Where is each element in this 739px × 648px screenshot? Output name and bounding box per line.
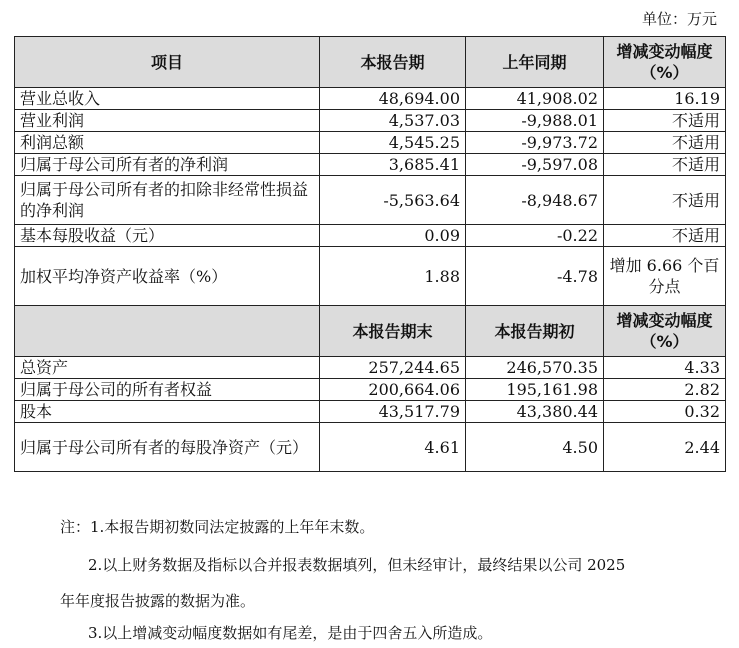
row-name: 营业总收入 [15,88,320,110]
row-current: 3,685.41 [320,154,466,176]
row-previous: 43,380.44 [466,401,604,423]
row-name: 归属于母公司所有者的每股净资产（元） [15,423,320,472]
row-change: 增加 6.66 个百分点 [604,247,726,306]
table-row [15,247,726,306]
row-change: 16.19 [604,88,726,110]
row-change: 不适用 [604,110,726,132]
table-row [15,110,726,132]
row-previous: 246,570.35 [466,357,604,379]
row-current: 257,244.65 [320,357,466,379]
row-name: 营业利润 [15,110,320,132]
row-previous: -9,988.01 [466,110,604,132]
header-period-end: 本报告期末 [320,306,466,357]
row-change: 不适用 [604,132,726,154]
row-current: 43,517.79 [320,401,466,423]
row-change: 0.32 [604,401,726,423]
row-current: 4.61 [320,423,466,472]
table-row [15,132,726,154]
row-name: 基本每股收益（元） [15,225,320,247]
header-period-start: 本报告期初 [466,306,604,357]
row-current: 200,664.06 [320,379,466,401]
row-previous: -9,973.72 [466,132,604,154]
financial-summary-table [14,36,726,472]
row-previous: 4.50 [466,423,604,472]
row-previous: 195,161.98 [466,379,604,401]
row-name: 归属于母公司所有者的净利润 [15,154,320,176]
unit-label: 单位：万元 [641,10,717,28]
header-change: 增减变动幅度（%） [604,37,726,88]
row-previous: -0.22 [466,225,604,247]
table-row [15,176,726,225]
table-row [15,379,726,401]
table-row [15,401,726,423]
row-current: -5,563.64 [320,176,466,225]
table-row [15,423,726,472]
header-item-blank [15,306,320,357]
note-3: 3.以上增减变动幅度数据如有尾差，是由于四舍五入所造成。 [88,624,493,642]
row-change: 不适用 [604,176,726,225]
row-previous: -4.78 [466,247,604,306]
row-previous: 41,908.02 [466,88,604,110]
table-row [15,357,726,379]
table-subheader-row [15,306,726,357]
table-row [15,225,726,247]
row-name: 归属于母公司的所有者权益 [15,379,320,401]
row-change: 4.33 [604,357,726,379]
row-name: 股本 [15,401,320,423]
row-name: 归属于母公司所有者的扣除非经常性损益的净利润 [15,176,320,225]
row-change: 2.44 [604,423,726,472]
header-previous-period: 上年同期 [466,37,604,88]
row-previous: -9,597.08 [466,154,604,176]
row-name: 加权平均净资产收益率（%） [15,247,320,306]
note-2-line-1: 2.以上财务数据及指标以合并报表数据填列，但未经审计，最终结果以公司 2025 [88,556,626,574]
row-change: 不适用 [604,154,726,176]
note-1: 注：1.本报告期初数同法定披露的上年年末数。 [60,518,375,536]
row-current: 1.88 [320,247,466,306]
row-current: 4,537.03 [320,110,466,132]
row-name: 利润总额 [15,132,320,154]
header-change: 增减变动幅度（%） [604,306,726,357]
row-name: 总资产 [15,357,320,379]
row-current: 0.09 [320,225,466,247]
row-current: 4,545.25 [320,132,466,154]
header-item: 项目 [15,37,320,88]
row-change: 2.82 [604,379,726,401]
row-current: 48,694.00 [320,88,466,110]
table-row [15,154,726,176]
row-change: 不适用 [604,225,726,247]
note-2-line-2: 年年度报告披露的数据为准。 [60,592,256,610]
table-row [15,88,726,110]
header-current-period: 本报告期 [320,37,466,88]
table-header-row [15,37,726,88]
row-previous: -8,948.67 [466,176,604,225]
